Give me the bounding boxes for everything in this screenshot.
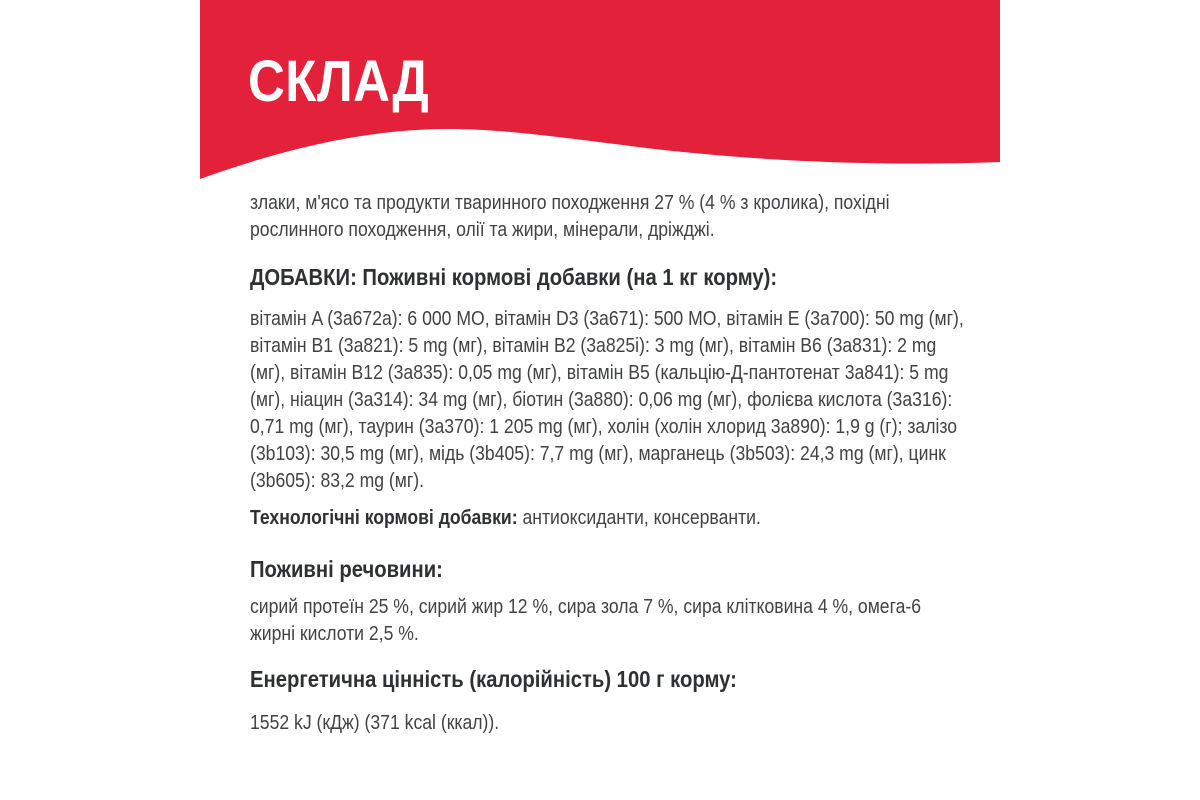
energy-value: 1552 kJ (кДж) (371 kcal (ккал)). (250, 712, 500, 734)
red-header-banner (200, 0, 1000, 200)
additives-heading: ДОБАВКИ: Поживні кормові добавки (на 1 кг корму): (250, 264, 778, 290)
nutrients-paragraph: сирий протеїн 25 %, сирий жир 12 %, сира зола 7 %, сира клітковина 4 %, омега-6 жирні кислоти 2,5 %. (250, 596, 922, 645)
tech-additives-text: антиоксиданти, консерванти. (517, 507, 761, 529)
nutrients-heading: Поживні речовини: (250, 556, 443, 582)
additives-paragraph: вітамін A (3a672a): 6 000 МО, вітамін D3 (3a671): 500 МО, вітамін E (3a700): 50 mg (мг), вітамін B1 (3a821): 5 mg (мг), вітамін B2 (3a825i): 3 mg (мг), вітамін B6 (3a831): 2 mg (мг), вітамін B12 (3a835): 0,05 mg (мг), вітамін B5 (кальцію-Д-пантотенат 3a841): 5 mg (мг), ніацин (3a314): 34 mg (мг), біотин (3a880): 0,06 mg (мг), фолієва кислота (3a316): 0,71 mg (мг), таурин (3a370): 1 205 mg (мг), холін (холін хлорид 3a890): 1,9 g (г); залізо (3b103): 30,5 mg (мг), мідь (3b405): 7,7 mg (мг), марганець (3b503): 24,3 mg (мг), цинк (3b605): 83,2 mg (мг). (250, 308, 964, 492)
ingredients-paragraph: злаки, м'ясо та продукти тваринного походження 27 % (4 % з кролика), похідні рослинного походження, олії та жири, мінерали, дріжджі. (250, 192, 890, 241)
tech-additives-label: Технологічні кормові добавки: (250, 507, 518, 529)
composition-text-column (250, 190, 965, 737)
page-title: СКЛАД (248, 49, 430, 114)
energy-heading: Енергетична цінність (калорійність) 100 г корму: (250, 666, 737, 692)
tech-additives-line (250, 505, 965, 532)
